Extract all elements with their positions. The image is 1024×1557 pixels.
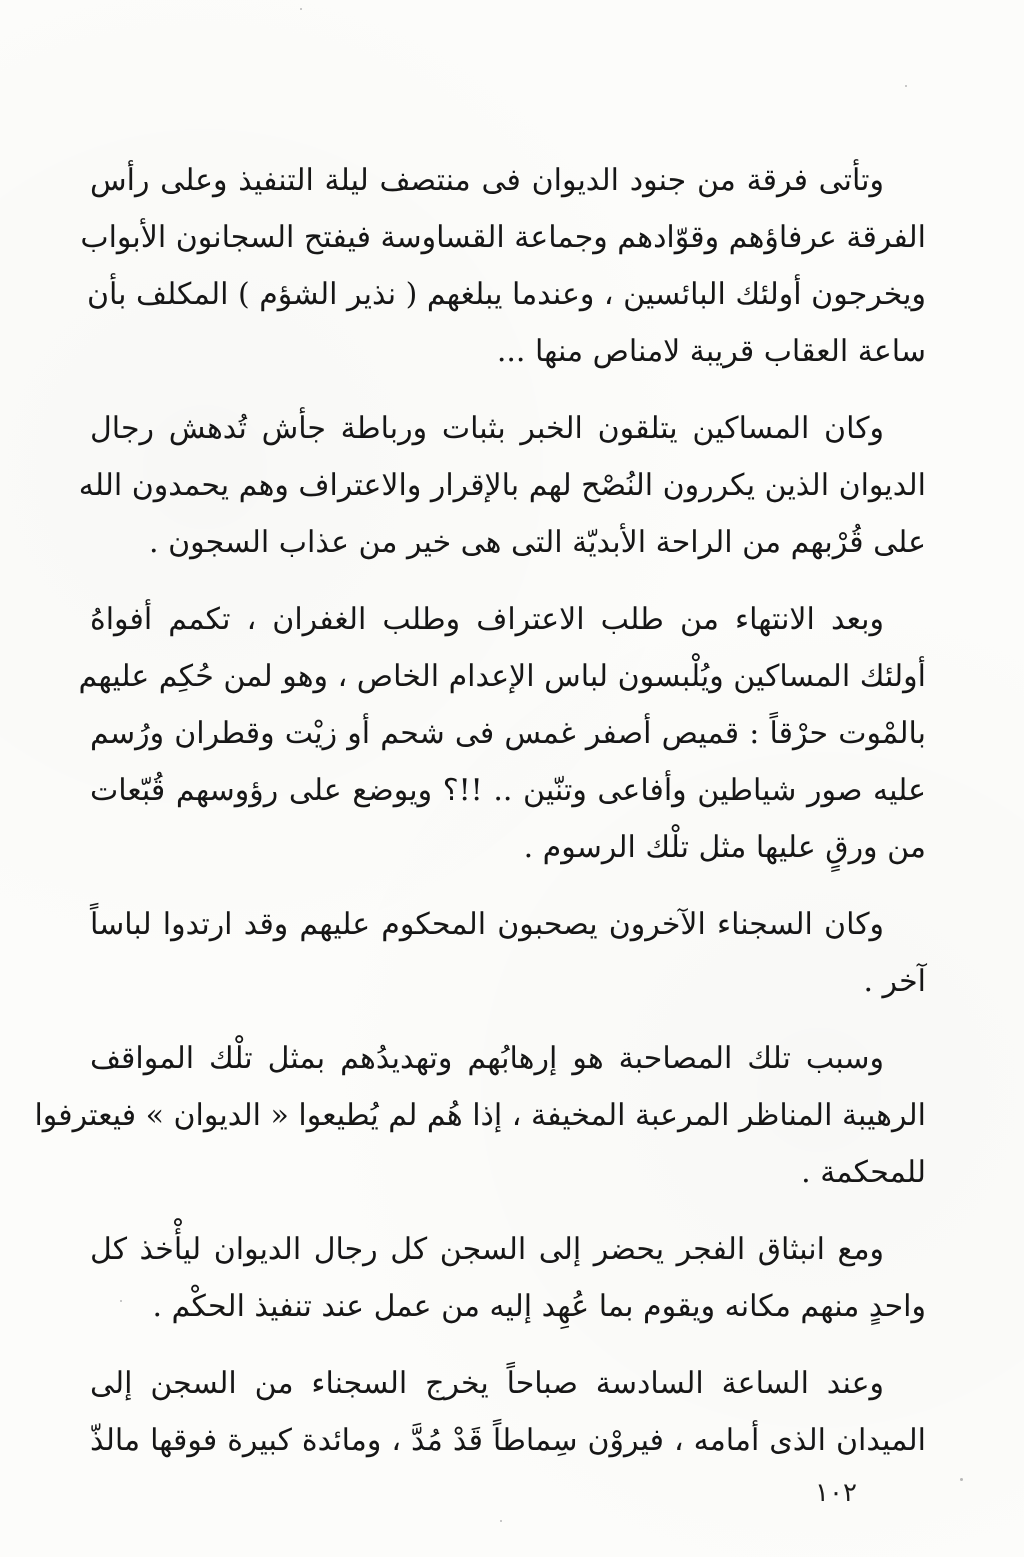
- scan-speck: [120, 1300, 122, 1302]
- text-line: وكان المساكين يتلقون الخبر بثبات ورباطة جأش تُدهش رجال: [90, 411, 884, 446]
- paragraph: [78, 400, 926, 571]
- text-line: ومع انبثاق الفجر يحضر إلى السجن كل رجال الديوان ليأْخذ كل: [90, 1232, 884, 1267]
- text-line: وسبب تلك المصاحبة هو إرهابُهم وتهديدُهم بمثل تلْك المواقف: [90, 1041, 884, 1076]
- scan-speck: [960, 1478, 963, 1481]
- text-line: وعند الساعة السادسة صباحاً يخرج السجناء من السجن إلى: [90, 1366, 884, 1401]
- text-line: وبعد الانتهاء من طلب الاعتراف وطلب الغفران ، تكمم أفواهُ: [90, 602, 884, 637]
- paragraph: [34, 1030, 926, 1201]
- scan-speck: [905, 85, 907, 87]
- paragraph: [90, 1221, 926, 1335]
- text-line: الرهيبة المناظر المرعبة المخيفة ، إذا هُم لم يُطيعوا « الديوان » فيعترفوا: [34, 1098, 926, 1133]
- text-line: ويخرجون أولئك البائسين ، وعندما يبلغهم ( نذير الشؤم ) المكلف بأن: [87, 277, 926, 312]
- text-line: على قُرْبهم من الراحة الأبديّة التى هى خير من عذاب السجون .: [149, 525, 926, 560]
- text-line: واحدٍ منهم مكانه ويقوم بما عُهِد إليه من عمل عند تنفيذ الحكْم .: [152, 1289, 926, 1324]
- text-line: الديوان الذين يكررون النُصْح لهم بالإقرار والاعتراف وهم يحمدون الله: [78, 468, 926, 503]
- scan-speck: [500, 1520, 502, 1522]
- text-line: ساعة العقاب قريبة لامناص منها ...: [496, 334, 926, 369]
- text-line: من ورقٍ عليها مثل تلْك الرسوم .: [523, 830, 926, 865]
- paragraph: [80, 152, 926, 380]
- text-line: للمحكمة .: [801, 1155, 926, 1190]
- text-line: الميدان الذى أمامه ، فيروْن سِماطاً قَدْ مُدَّ ، ومائدة كبيرة فوقها مالذّ: [90, 1423, 926, 1458]
- text-line: الفرقة عرفاؤهم وقوّادهم وجماعة القساوسة فيفتح السجانون الأبواب: [80, 220, 926, 255]
- page-number: ١٠٢: [815, 1478, 857, 1508]
- text-line: آخر .: [863, 964, 926, 999]
- paragraph: [90, 896, 926, 1010]
- body-text: [34, 152, 926, 1469]
- text-line: أولئك المساكين ويُلْبسون لباس الإعدام الخاص ، وهو لمن حُكِم عليهم: [78, 659, 926, 694]
- text-line: وكان السجناء الآخرون يصحبون المحكوم عليهم وقد ارتدوا لباساً: [90, 907, 884, 942]
- paragraph: [78, 591, 926, 876]
- paragraph: [90, 1355, 926, 1469]
- text-line: وتأتى فرقة من جنود الديوان فى منتصف ليلة التنفيذ وعلى رأس: [90, 163, 884, 198]
- text-line: عليه صور شياطين وأفاعى وتنّين .. !!؟ ويوضع على رؤوسهم قُبّعات: [90, 773, 926, 808]
- scan-speck: [300, 8, 302, 10]
- text-line: بالمْوت حرْقاً : قميص أصفر غمس فى شحم أو زيْت وقطران ورُسم: [90, 716, 926, 751]
